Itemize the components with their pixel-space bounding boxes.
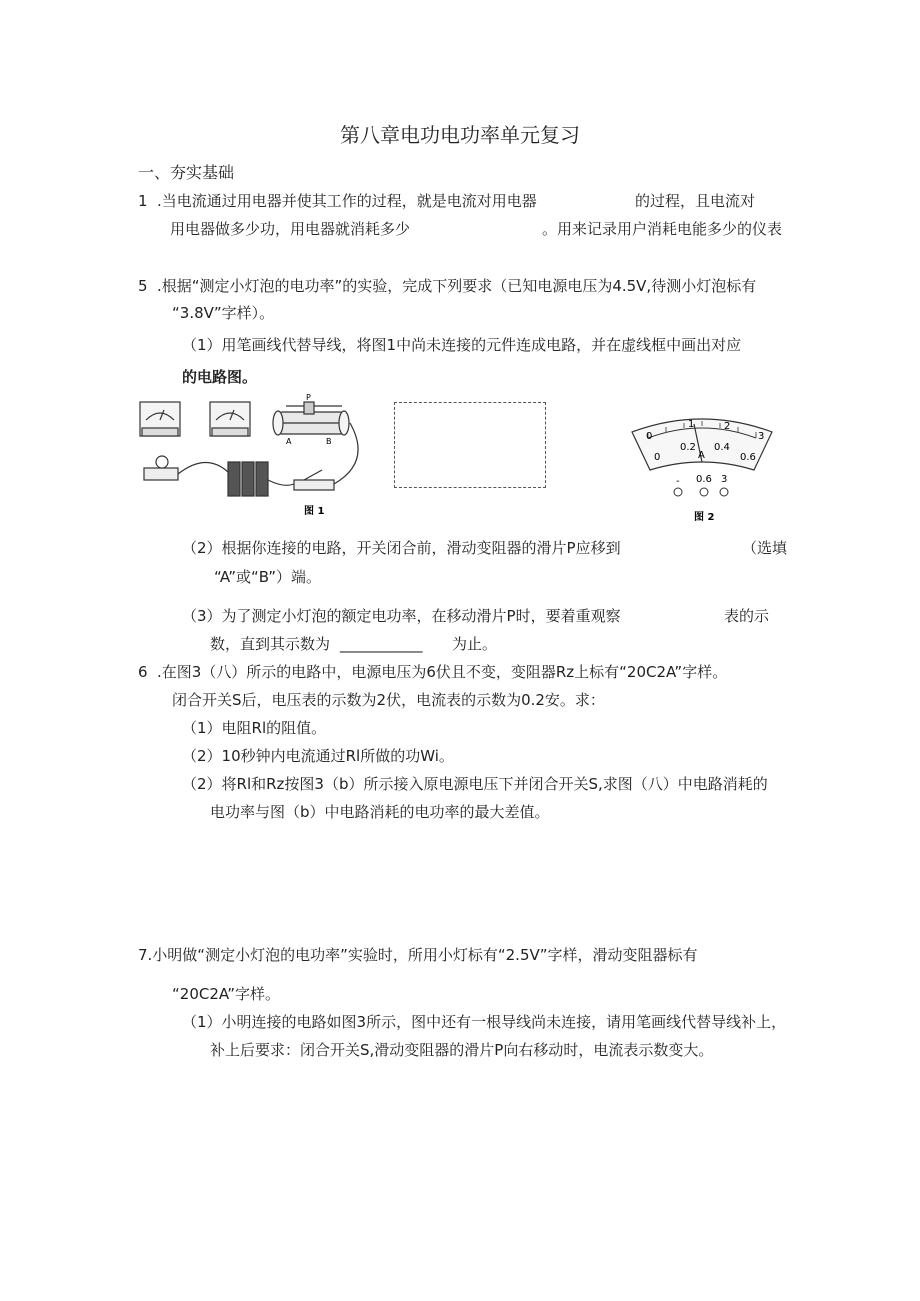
rheostat-label-b: B bbox=[326, 437, 332, 446]
terminal-label-3: 3 bbox=[721, 474, 728, 485]
q6-part3-line1: （2）将Rl和Rz按图3（b）所示接入原电源电压下并闭合开关S,求图（八）中电路消耗的 bbox=[182, 775, 768, 793]
q1-line1-a: .当电流通过用电器并使其工作的过程，就是电流对用电器 bbox=[157, 192, 537, 210]
q6-number: 6 bbox=[138, 663, 148, 681]
meter-bottom-2: 0.4 bbox=[714, 442, 730, 453]
q5-part3-line1-a: （3）为了测定小灯泡的额定电功率，在移动滑片P时，要着重观察 bbox=[182, 607, 621, 625]
rheostat-label-a: A bbox=[286, 437, 292, 446]
terminal-negative bbox=[674, 488, 682, 496]
figure-1-apparatus bbox=[136, 392, 372, 520]
q1-line2-b: 。用来记录用户消耗电能多少的仪表 bbox=[542, 220, 783, 238]
section-heading: 一、夯实基础 bbox=[138, 163, 235, 182]
q5-part3-line2-b: 为止。 bbox=[452, 635, 498, 653]
lamp-base bbox=[144, 468, 178, 480]
terminal-0-6 bbox=[700, 488, 708, 496]
q5-part3-blank: ___________ bbox=[340, 635, 423, 653]
meter-bottom-1: 0.2 bbox=[680, 442, 696, 453]
meter-unit: A bbox=[698, 450, 705, 461]
q5-part3-line2-a: 数，直到其示数为 bbox=[210, 635, 331, 653]
meter-bottom-3: 0.6 bbox=[740, 452, 756, 463]
q5-part2-line1-b: （选填 bbox=[742, 539, 788, 557]
terminal-label-0-6: 0.6 bbox=[696, 474, 712, 485]
q6-part3-line2: 电功率与图（b）中电路消耗的电功率的最大差值。 bbox=[210, 803, 550, 821]
figure-1-caption: 图 1 bbox=[304, 506, 325, 517]
meter-top-2: 2 bbox=[724, 421, 731, 432]
battery-device bbox=[228, 462, 268, 496]
q1-line2-a: 用电器做多少功，用电器就消耗多少 bbox=[170, 220, 411, 238]
terminal-label-negative: - bbox=[676, 476, 680, 487]
lamp-bulb bbox=[156, 456, 168, 468]
circuit-diagram-box bbox=[394, 402, 546, 488]
q6-line1: .在图3（八）所示的电路中，电源电压为6伏且不变，变阻器Rz上标有“20C2A”字样。 bbox=[157, 663, 728, 681]
meter-top-3: 3 bbox=[758, 431, 765, 442]
q1-number: 1 bbox=[138, 192, 148, 210]
q5-part3-line1-b: 表的示 bbox=[724, 607, 770, 625]
q7-part1-line2: 补上后要求：闭合开关S,滑动变阻器的滑片P向右移动时，电流表示数变大。 bbox=[210, 1041, 714, 1059]
q6-part2: （2）10秒钟内电流通过Rl所做的功Wi。 bbox=[182, 747, 454, 765]
q1-line1-b: 的过程，且电流对 bbox=[635, 192, 756, 210]
meter-top-1: 1 bbox=[688, 419, 695, 430]
figure-2-caption: 图 2 bbox=[694, 512, 715, 523]
q5-part2-line1-a: （2）根据你连接的电路，开关闭合前，滑动变阻器的滑片P应移到 bbox=[182, 539, 621, 557]
q5-line1: .根据“测定小灯泡的电功率”的实验，完成下列要求（已知电源电压为4.5V,待测小灯泡标有 bbox=[157, 277, 757, 295]
q5-part2-line2: “A”或“B”）端。 bbox=[214, 568, 322, 586]
q5-part1-line2: 的电路图。 bbox=[182, 368, 258, 386]
page-title: 第八章电功电功率单元复习 bbox=[340, 123, 580, 147]
q7-part1-line1: （1）小明连接的电路如图3所示，图中还有一根导线尚未连接，请用笔画线代替导线补上， bbox=[182, 1013, 787, 1031]
terminal-3 bbox=[720, 488, 728, 496]
q6-line2: 闭合开关S后，电压表的示数为2伏，电流表的示数为0.2安。求： bbox=[172, 691, 605, 709]
figure-2-ammeter-dial bbox=[626, 412, 778, 524]
rheostat-label-p: P bbox=[306, 393, 311, 402]
meter-top-0: 0 bbox=[646, 431, 653, 442]
q5-line2: “3.8V”字样）。 bbox=[172, 304, 275, 322]
q5-number: 5 bbox=[138, 277, 148, 295]
q6-part1: （1）电阻Rl的阻值。 bbox=[182, 719, 327, 737]
meter-bottom-0: 0 bbox=[654, 452, 661, 463]
rheostat-device bbox=[273, 402, 349, 435]
switch-device bbox=[294, 480, 334, 490]
q7-line2: “20C2A”字样。 bbox=[172, 985, 281, 1003]
q5-part1-line1: （1）用笔画线代替导线，将图1中尚未连接的元件连成电路，并在虚线框中画出对应 bbox=[182, 336, 742, 354]
q7-line1: 7.小明做“测定小灯泡的电功率”实验时，所用小灯标有“2.5V”字样，滑动变阻器标有 bbox=[138, 946, 698, 964]
